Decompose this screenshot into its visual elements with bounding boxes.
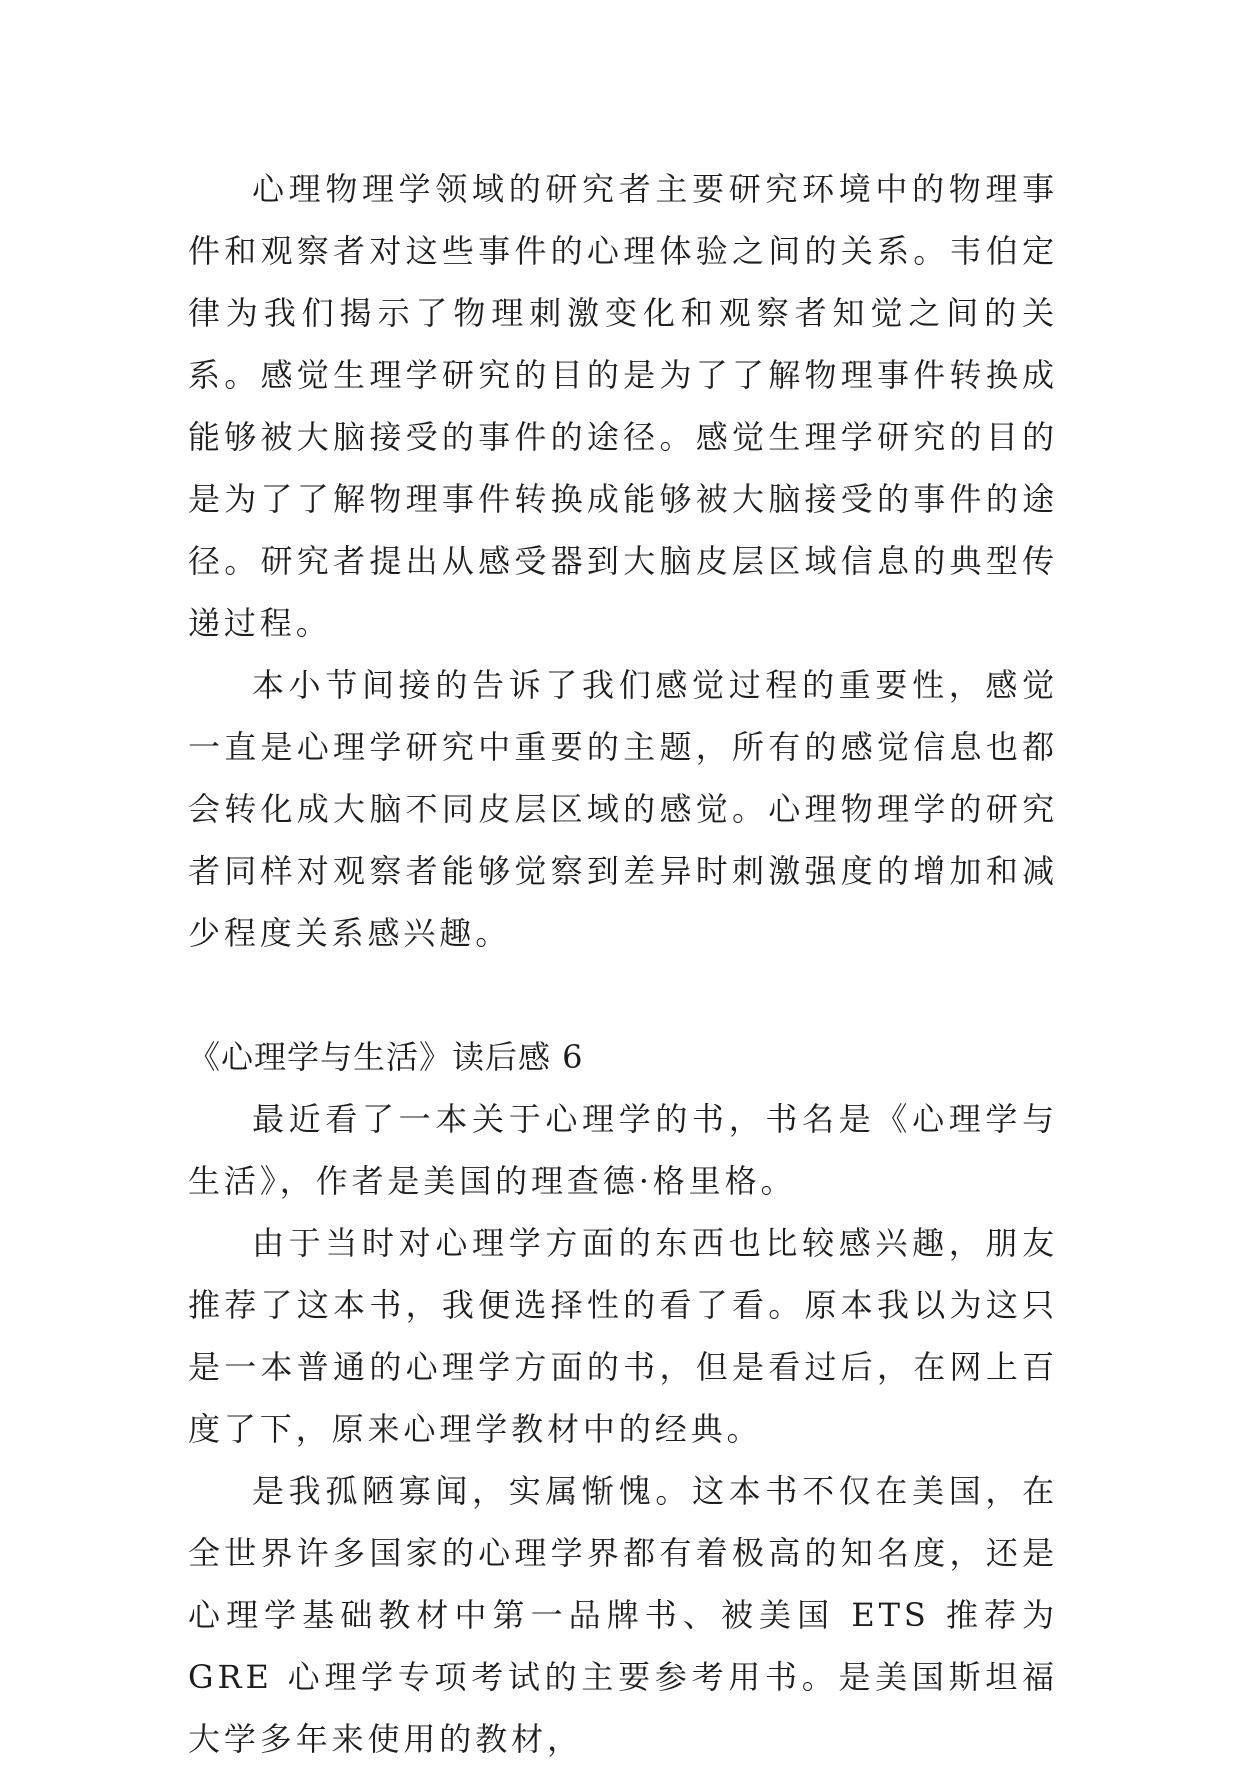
paragraph-sensation-importance: 本小节间接的告诉了我们感觉过程的重要性，感觉一直是心理学研究中重要的主题，所有的感觉信息也都会转化成大脑不同皮层区域的感觉。心理物理学的研究者同样对观察者能够觉察到差异时刺激强度的增加和减少程度关系感兴趣。 bbox=[188, 666, 1058, 952]
paragraph-book-intro: 最近看了一本关于心理学的书，书名是《心理学与生活》，作者是美国的理查德·格里格。 bbox=[188, 1100, 1058, 1200]
paragraph-book-reputation: 是我孤陋寡闻，实属惭愧。这本书不仅在美国，在全世界许多国家的心理学界都有着极高的知名度，还是心理学基础教材中第一品牌书、被美国 ETS 推荐为 GRE 心理学专项考试的主要参考用书。是美国斯坦福大学多年来使用的教材， bbox=[188, 1472, 1058, 1758]
section-heading: 《心理学与生活》读后感 6 bbox=[188, 1038, 584, 1076]
paragraph-recommendation: 由于当时对心理学方面的东西也比较感兴趣，朋友推荐了这本书，我便选择性的看了看。原本我以为这只是一本普通的心理学方面的书，但是看过后，在网上百度了下，原来心理学教材中的经典。 bbox=[188, 1224, 1058, 1448]
section-spacer bbox=[188, 964, 1058, 1026]
paragraph-psychophysics: 心理物理学领域的研究者主要研究环境中的物理事件和观察者对这些事件的心理体验之间的关系。韦伯定律为我们揭示了物理刺激变化和观察者知觉之间的关系。感觉生理学研究的目的是为了了解物理事件转换成能够被大脑接受的事件的途径。感觉生理学研究的目的是为了了解物理事件转换成能够被大脑接受的事件的途径。研究者提出从感受器到大脑皮层区域信息的典型传递过程。 bbox=[188, 170, 1058, 642]
document-body bbox=[188, 158, 1058, 1770]
